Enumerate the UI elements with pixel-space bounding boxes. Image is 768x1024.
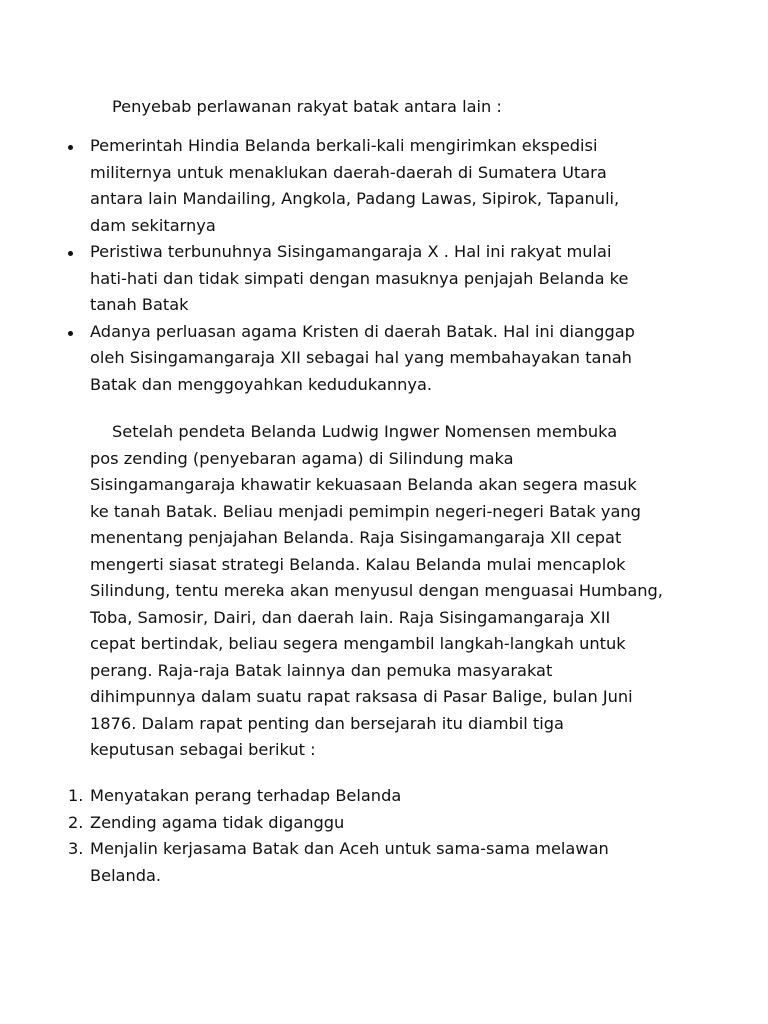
paragraph-line: perang. Raja-raja Batak lainnya dan pemuka masyarakat xyxy=(90,660,553,680)
bullet-line: hati-hati dan tidak simpati dengan masuknya penjajah Belanda ke xyxy=(90,268,629,288)
numbered-item xyxy=(0,783,768,810)
bullet-line: Pemerintah Hindia Belanda berkali-kali mengirimkan ekspedisi xyxy=(90,136,598,155)
paragraph-line: keputusan sebagai berikut : xyxy=(90,740,316,759)
bullet-item xyxy=(0,319,690,399)
paragraph-line: dihimpunnya dalam suatu rapat raksasa di Pasar Balige, bulan Juni xyxy=(90,687,633,706)
bullet-line: Adanya perluasan agama Kristen di daerah Batak. Hal ini dianggap xyxy=(90,321,635,341)
numbered-line: Zending agama tidak diganggu xyxy=(90,812,345,832)
paragraph-line: Silindung, tentu mereka akan menyusul dengan menguasai Humbang, xyxy=(90,581,663,600)
bullet-dot-icon xyxy=(68,251,73,256)
bullet-line: oleh Sisingamangaraja XII sebagai hal yang membahayakan tanah xyxy=(90,348,632,367)
numbered-item xyxy=(0,836,768,889)
decisions-numbered-list xyxy=(0,783,768,889)
bullet-dot-icon xyxy=(68,331,73,336)
list-number: 3. xyxy=(68,839,84,858)
bullet-line: dam sekitarnya xyxy=(90,215,216,235)
paragraph-line: Toba, Samosir, Dairi, dan daerah lain. Raja Sisingamangaraja XII xyxy=(90,607,611,627)
numbered-line: Menyatakan perang terhadap Belanda xyxy=(90,786,402,805)
paragraph-line: menentang penjajahan Belanda. Raja Sisingamangaraja XII cepat xyxy=(90,528,622,547)
intro-heading: Penyebab perlawanan rakyat batak antara lain : xyxy=(112,97,502,116)
causes-bullet-list xyxy=(0,133,768,398)
numbered-line: Menjalin kerjasama Batak dan Aceh untuk sama-sama melawan xyxy=(90,839,609,858)
bullet-line: Peristiwa terbunuhnya Sisingamangaraja X . Hal ini rakyat mulai xyxy=(90,242,612,261)
paragraph-line: pos zending (penyebaran agama) di Silindung maka xyxy=(90,448,514,468)
paragraph-line: ke tanah Batak. Beliau menjadi pemimpin negeri-negeri Batak yang xyxy=(90,501,641,521)
paragraph-line: Setelah pendeta Belanda Ludwig Ingwer Nomensen membuka xyxy=(112,422,618,441)
numbered-item xyxy=(0,810,768,837)
bullet-line: militernya untuk menaklukan daerah-daerah di Sumatera Utara xyxy=(90,162,607,182)
paragraph-line: mengerti siasat strategi Belanda. Kalau Belanda mulai mencaplok xyxy=(90,554,626,574)
bullet-dot-icon xyxy=(68,145,73,150)
paragraph-line: cepat bertindak, beliau segera mengambil langkah-langkah untuk xyxy=(90,634,626,653)
list-number: 1. xyxy=(68,786,84,805)
bullet-line: Batak dan menggoyahkan kedudukannya. xyxy=(90,374,433,394)
paragraph-line: 1876. Dalam rapat penting dan bersejarah itu diambil tiga xyxy=(90,713,564,733)
numbered-line: Belanda. xyxy=(90,865,162,885)
bullet-item xyxy=(0,239,690,319)
bullet-item xyxy=(0,133,690,239)
list-number: 2. xyxy=(68,812,84,832)
bullet-line: tanah Batak xyxy=(90,295,189,314)
paragraph-line: Sisingamangaraja khawatir kekuasaan Belanda akan segera masuk xyxy=(90,475,637,494)
bullet-line: antara lain Mandailing, Angkola, Padang Lawas, Sipirok, Tapanuli, xyxy=(90,189,620,208)
body-paragraph xyxy=(90,419,663,764)
